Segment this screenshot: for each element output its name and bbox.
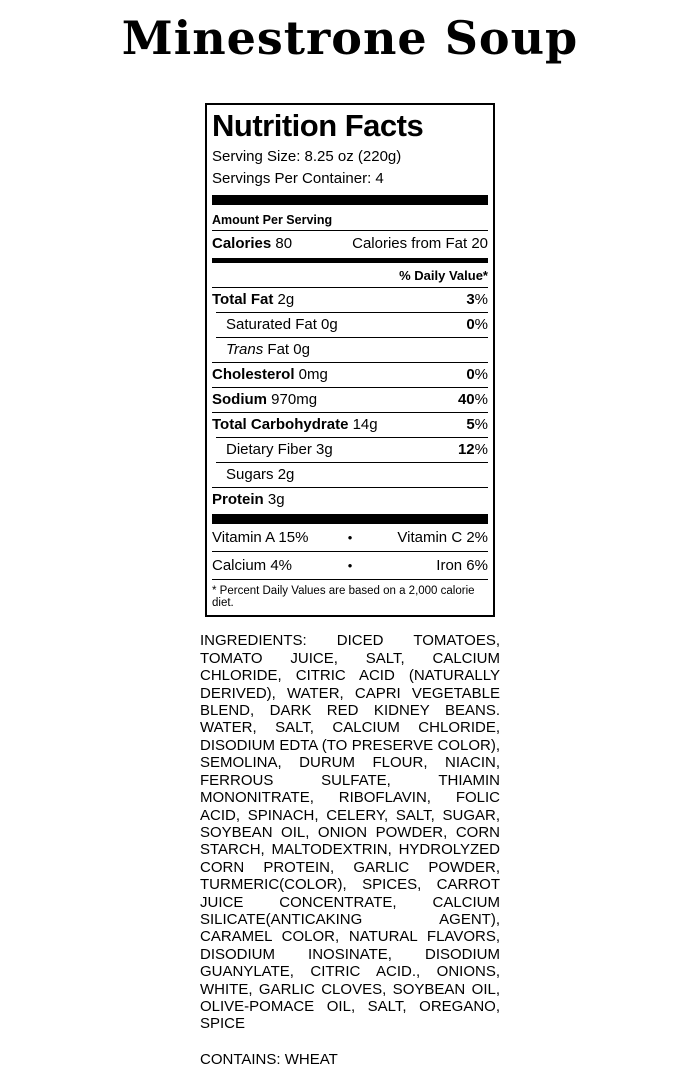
nutrient-row	[212, 413, 488, 437]
nutrient-row	[212, 388, 488, 412]
micronutrient-right: Iron 6%	[436, 557, 488, 575]
nutrient-row	[212, 288, 488, 312]
ingredients-text: INGREDIENTS: DICED TOMATOES, TOMATO JUICE, SALT, CALCIUM CHLORIDE, CITRIC ACID (NATURALLY DERIVED), WATER, CAPRI VEGETABLE BLEND, DARK RED KIDNEY BEANS. WATER, SALT, CALCIUM CHLORIDE, DISODIUM EDTA (TO PRESERVE COLOR), SEMOLINA, DURUM FLOUR, NIACIN, FERROUS SULFATE, THIAMIN MONONITRATE, RIBOFLAVIN, FOLIC ACID, SPINACH, CELERY, SALT, SUGAR, SOYBEAN OIL, ONION POWDER, CORN STARCH, MALTODEXTRIN, HYDROLYZED CORN PROTEIN, GARLIC POWDER, TURMERIC(COLOR), SPICES, CARROT JUICE CONCENTRATE, CALCIUM SILICATE(ANTICAKING AGENT), CARAMEL COLOR, NATURAL FLAVORS, DISODIUM INOSINATE, DISODIUM GUANYLATE, CITRIC ACID., ONIONS, WHITE, GARLIC CLOVES, SOYBEAN OIL, OLIVE-POMACE OIL, SALT, OREGANO, SPICE	[200, 632, 500, 1033]
micronutrient-right: Vitamin C 2%	[397, 529, 488, 547]
nutrition-facts-title: Nutrition Facts	[212, 107, 424, 143]
divider-bar-thick-bottom	[212, 514, 488, 524]
nutrient-row	[212, 438, 488, 462]
serving-size: Serving Size: 8.25 oz (220g)	[212, 148, 402, 166]
calories-from-fat: Calories from Fat 20	[352, 235, 488, 253]
nutrient-name: Trans Fat 0g	[226, 341, 310, 359]
nutrient-row	[212, 363, 488, 387]
daily-value: 12%	[457, 441, 488, 459]
bullet-separator: •	[347, 558, 353, 574]
nutrient-row	[212, 313, 488, 337]
daily-value: 0%	[466, 366, 488, 384]
amount-per-serving-label: Amount Per Serving	[212, 208, 488, 231]
daily-value: 5%	[466, 416, 488, 434]
calories-row	[212, 231, 488, 257]
nutrient-name: Protein 3g	[212, 491, 285, 509]
nutrient-row	[212, 338, 488, 362]
servings-per-container: Servings Per Container: 4	[212, 170, 384, 188]
nutrient-name: Sugars 2g	[226, 466, 295, 484]
daily-value: 3%	[466, 291, 488, 309]
nutrition-facts-panel	[205, 103, 495, 618]
nutrient-name: Saturated Fat 0g	[226, 316, 338, 334]
nutrient-name: Total Fat 2g	[212, 291, 295, 309]
daily-value: 40%	[457, 391, 488, 409]
micronutrient-row	[212, 552, 488, 580]
micronutrient-rows	[212, 524, 488, 580]
nutrient-name: Dietary Fiber 3g	[226, 441, 333, 459]
micronutrient-left: Calcium 4%	[212, 557, 293, 575]
daily-value: 0%	[466, 316, 488, 334]
bullet-separator: •	[347, 530, 353, 546]
allergen-statement: CONTAINS: WHEAT	[200, 1050, 338, 1068]
divider-bar-thick-top	[212, 195, 488, 205]
nutrient-rows	[212, 288, 488, 512]
nutrient-name: Sodium 970mg	[212, 391, 318, 409]
nutrient-name: Total Carbohydrate 14g	[212, 416, 378, 434]
calories-left: Calories 80	[212, 235, 293, 253]
nutrient-name: Cholesterol 0mg	[212, 366, 328, 384]
daily-value-header: % Daily Value*	[212, 263, 488, 288]
micronutrient-row	[212, 524, 488, 552]
daily-value-footnote: * Percent Daily Values are based on a 2,000 calorie diet.	[212, 585, 475, 610]
product-title: Minestrone Soup	[121, 11, 579, 65]
nutrient-row	[212, 463, 488, 487]
micronutrient-left: Vitamin A 15%	[212, 529, 309, 547]
nutrient-row	[212, 488, 488, 512]
